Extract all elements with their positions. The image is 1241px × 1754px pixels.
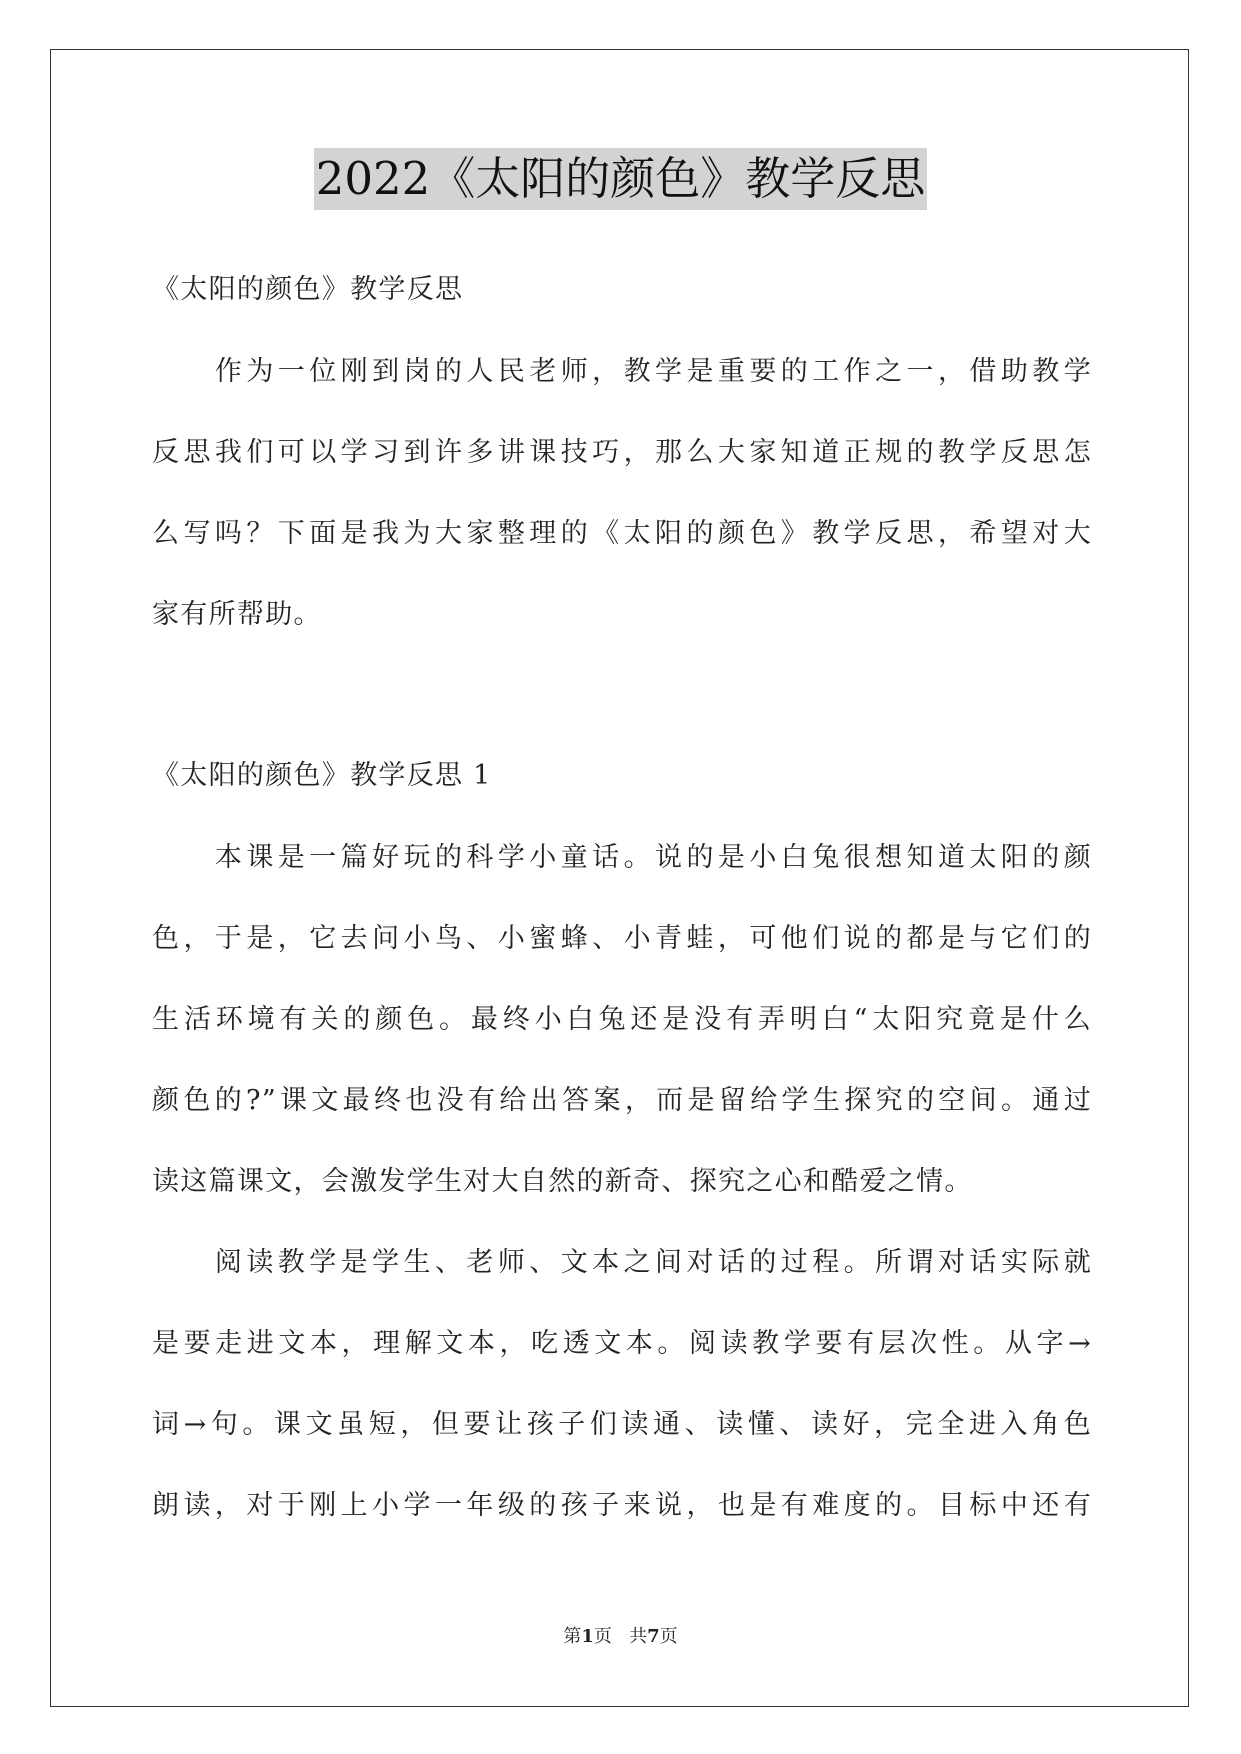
- paragraph-line: 词→句。课文虽短，但要让孩子们读通、读懂、读好，完全进入角色: [152, 1409, 1092, 1440]
- footer-page-suffix: 页: [593, 1626, 612, 1647]
- footer-page-prefix: 第: [563, 1626, 582, 1647]
- paragraph-line: 阅读教学是学生、老师、文本之间对话的过程。所谓对话实际就: [152, 1247, 1092, 1278]
- intro-line: 作为一位刚到岗的人民老师，教学是重要的工作之一，借助教学: [152, 356, 1092, 387]
- intro-line: 么写吗？下面是我为大家整理的《太阳的颜色》教学反思，希望对大: [152, 518, 1092, 549]
- title-container: [0, 148, 1241, 210]
- footer-total-prefix: 共: [629, 1626, 648, 1647]
- paragraph-line: 朗读，对于刚上小学一年级的孩子来说，也是有难度的。目标中还有: [152, 1490, 1092, 1521]
- intro-line: 反思我们可以学习到许多讲课技巧，那么大家知道正规的教学反思怎: [152, 437, 1092, 468]
- paragraph-line: 读这篇课文，会激发学生对大自然的新奇、探究之心和酷爱之情。: [152, 1166, 973, 1197]
- paragraph-line: 生活环境有关的颜色。最终小白兔还是没有弄明白“太阳究竟是什么: [152, 1004, 1092, 1035]
- subtitle: 《太阳的颜色》教学反思: [152, 274, 464, 305]
- paragraph-line: 颜色的?”课文最终也没有给出答案，而是留给学生探究的空间。通过: [152, 1085, 1092, 1116]
- footer-total-pages: 7: [647, 1626, 660, 1647]
- intro-line: 家有所帮助。: [152, 599, 322, 630]
- page-footer: [0, 1625, 1241, 1649]
- footer-page-number: 1: [581, 1626, 594, 1647]
- section-heading: 《太阳的颜色》教学反思 1: [152, 760, 492, 791]
- paragraph-line: 色，于是，它去问小鸟、小蜜蜂、小青蛙，可他们说的都是与它们的: [152, 923, 1092, 954]
- footer-total-suffix: 页: [659, 1626, 678, 1647]
- document-title: 2022《太阳的颜色》教学反思: [314, 148, 928, 210]
- paragraph-line: 是要走进文本，理解文本，吃透文本。阅读教学要有层次性。从字→: [152, 1328, 1092, 1359]
- paragraph-line: 本课是一篇好玩的科学小童话。说的是小白兔很想知道太阳的颜: [152, 842, 1092, 873]
